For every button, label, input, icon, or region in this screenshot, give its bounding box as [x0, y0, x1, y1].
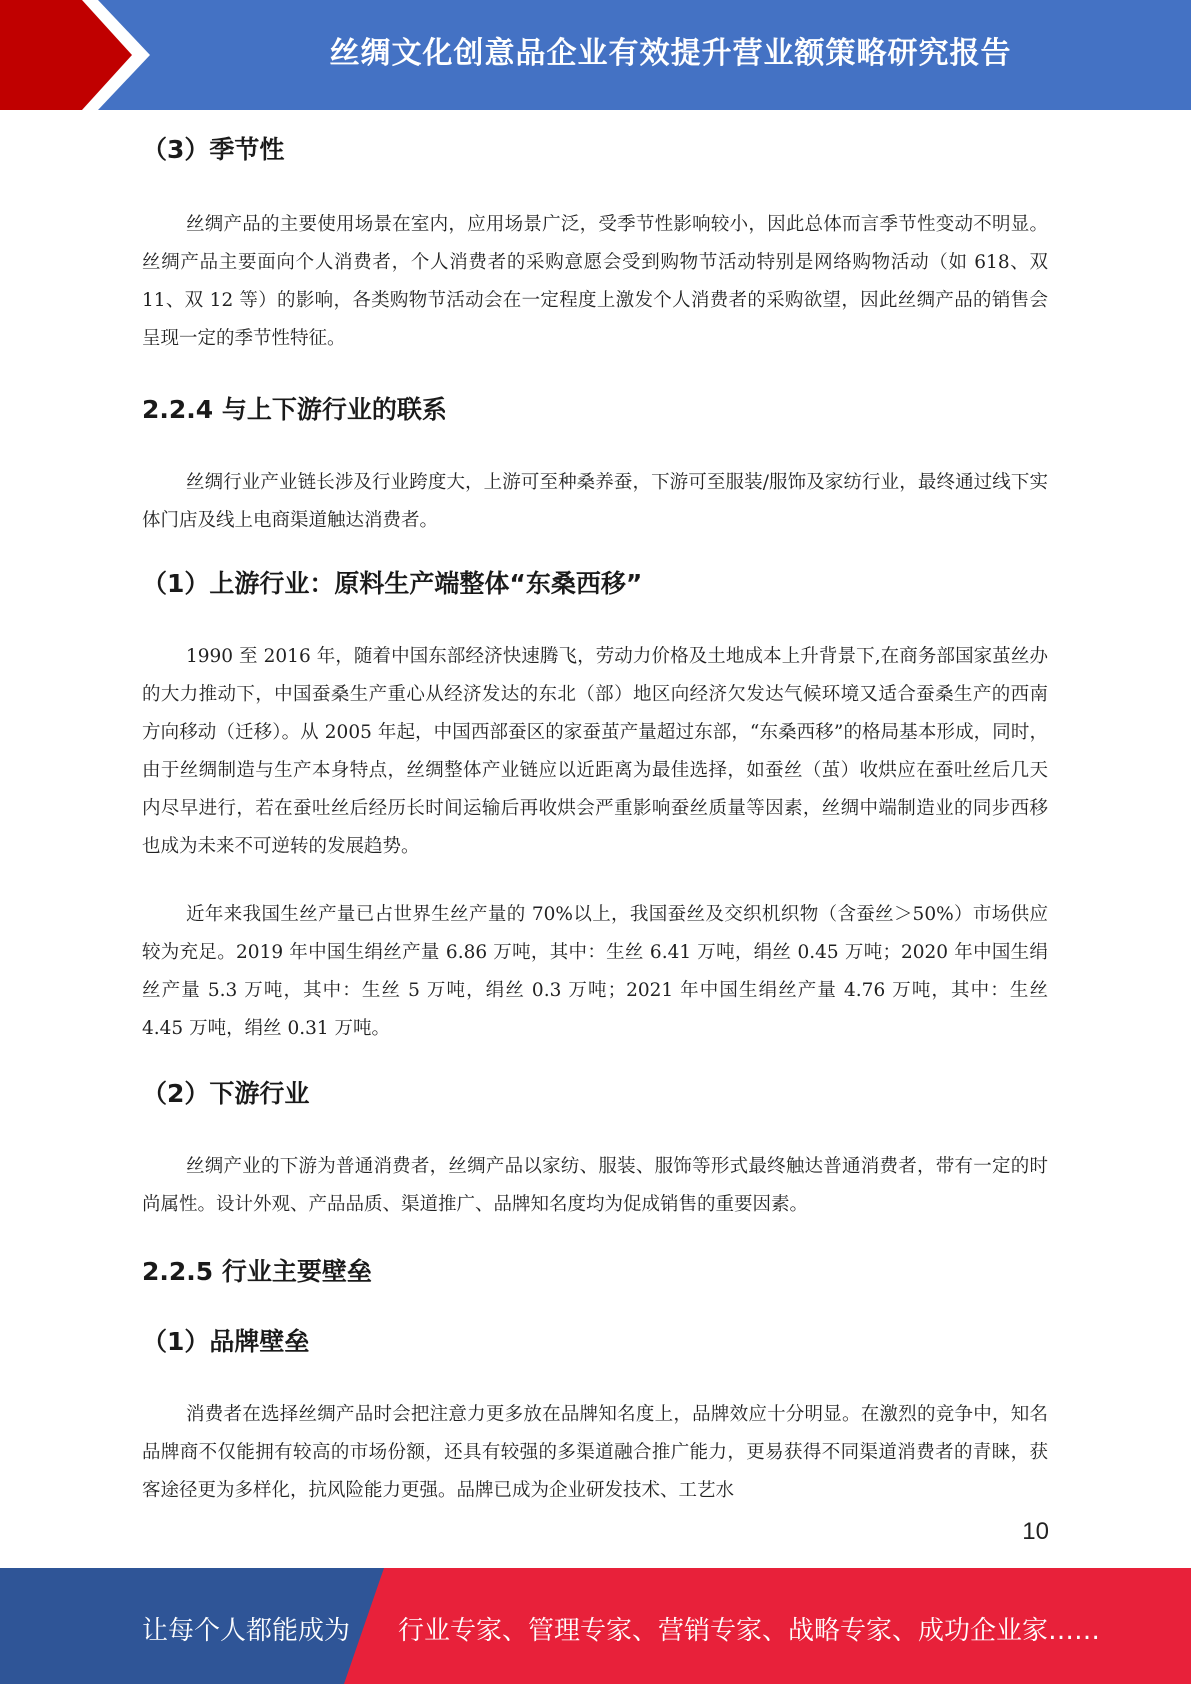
header-bar: [0, 0, 1191, 110]
subheading-brand-barrier: （1）品牌壁垒: [142, 1327, 310, 1356]
footer-slogan-left: 让每个人都能成为: [142, 1616, 351, 1646]
paragraph: 丝绸产品的主要使用场景在室内，应用场景广泛，受季节性影响较小，因此总体而言季节性变动不明显。丝绸产品主要面向个人消费者，个人消费者的采购意愿会受到购物节活动特别是网络购物活动（如 618、双 11、双 12 等）的影响，各类购物节活动会在一定程度上激发个人消费者的采购欲望，因此丝绸产品的销售会呈现一定的季节性特征。: [142, 214, 1048, 349]
page-number: 10: [1022, 1518, 1049, 1545]
paragraph: 丝绸产业的下游为普通消费者，丝绸产品以家纺、服装、服饰等形式最终触达普通消费者，带有一定的时尚属性。设计外观、产品品质、渠道推广、品牌知名度均为促成销售的重要因素。: [142, 1156, 1048, 1215]
footer-slogan-right: 行业专家、管理专家、营销专家、战略专家、成功企业家……: [398, 1616, 1101, 1646]
report-title: 丝绸文化创意品企业有效提升营业额策略研究报告: [329, 36, 1012, 71]
subheading-upstream: （1）上游行业：原料生产端整体“东桑西移”: [142, 569, 643, 598]
paragraph: 1990 至 2016 年，随着中国东部经济快速腾飞，劳动力价格及土地成本上升背景下,在商务部国家茧丝办的大力推动下，中国蚕桑生产重心从经济发达的东北（部）地区向经济欠发达气候环境又适合蚕桑生产的西南方向移动（迁移）。从 2005 年起，中国西部蚕区的家蚕茧产量超过东部，“东桑西移”的格局基本形成，同时，由于丝绸制造与生产本身特点，丝绸整体产业链应以近距离为最佳选择，如蚕丝（茧）收烘应在蚕吐丝后几天内尽早进行，若在蚕吐丝后经历长时间运输后再收烘会严重影响蚕丝质量等因素，丝绸中端制造业的同步西移也成为未来不可逆转的发展趋势。: [142, 646, 1048, 857]
subheading-seasonality: （3）季节性: [142, 135, 285, 164]
subheading-downstream: （2）下游行业: [142, 1079, 310, 1108]
paragraph: 近年来我国生丝产量已占世界生丝产量的 70%以上，我国蚕丝及交织机织物（含蚕丝＞50%）市场供应较为充足。2019 年中国生绢丝产量 6.86 万吨，其中：生丝 6.41 万吨，绢丝 0.45 万吨；2020 年中国生绢丝产量 5.3 万吨，其中：生丝 5 万吨，绢丝 0.3 万吨；2021 年中国生绢丝产量 4.76 万吨，其中：生丝 4.45 万吨，绢丝 0.31 万吨。: [142, 904, 1048, 1039]
paragraph: 消费者在选择丝绸产品时会把注意力更多放在品牌知名度上，品牌效应十分明显。在激烈的竞争中，知名品牌商不仅能拥有较高的市场份额，还具有较强的多渠道融合推广能力，更易获得不同渠道消费者的青睐，获客途径更为多样化，抗风险能力更强。品牌已成为企业研发技术、工艺水: [142, 1404, 1048, 1501]
section-heading-2-2-4: 2.2.4 与上下游行业的联系: [142, 395, 447, 424]
paragraph: 丝绸行业产业链长涉及行业跨度大，上游可至种桑养蚕，下游可至服装/服饰及家纺行业，最终通过线下实体门店及线上电商渠道触达消费者。: [142, 472, 1048, 531]
page-content: [142, 118, 1048, 1510]
header-arrow-decoration: [0, 0, 160, 110]
section-heading-2-2-5: 2.2.5 行业主要壁垒: [142, 1257, 372, 1286]
